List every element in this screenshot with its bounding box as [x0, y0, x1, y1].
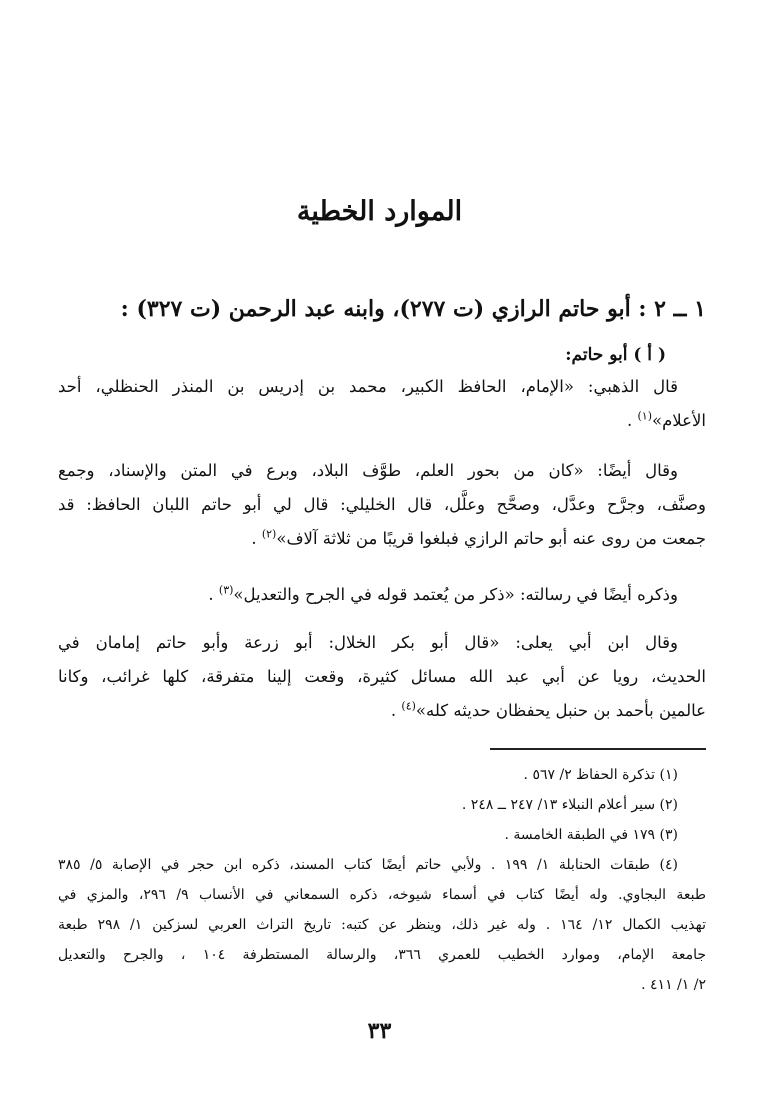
footnote-4-line: ٢/ ١/ ٤١١ . — [641, 977, 706, 993]
footnote-ref: (٣) — [218, 583, 234, 597]
footnote-4-line: جامعة الإمام، وموارد الخطيب للعمري ٣٦٦، والرسالة المستطرفة ١٠٤ ، والجرح والتعديل — [58, 947, 706, 963]
paragraph-line: قال الذهبي: «الإمام، الحافظ الكبير، محمد بن إدريس بن المنذر الحنظلي، أحد — [58, 377, 678, 396]
paragraph-line: وقال ابن أبي يعلى: «قال أبو بكر الخلال: أبو زرعة وأبو حاتم إمامان في — [58, 633, 678, 652]
entry-heading: ١ ــ ٢ : أبو حاتم الرازي (ت ٢٧٧)، وابنه عبد الرحمن (ت ٣٢٧) : — [120, 296, 706, 322]
paragraph-line — [58, 694, 706, 728]
paragraph-line — [58, 404, 706, 438]
paragraph-3 — [58, 578, 706, 612]
paragraph-text: جمعت من روى عنه أبو حاتم الرازي فبلغوا قريبًا من ثلاثة آلاف» — [276, 529, 706, 548]
footnote-1: (١) تذكرة الحفاظ ٢/ ٥٦٧ . — [523, 767, 678, 783]
paragraph-line — [58, 578, 706, 612]
footnote-ref: (٤) — [401, 699, 416, 713]
footnote-4-line: تهذيب الكمال ١٢/ ١٦٤ . وله غير ذلك، وينظر عن كتبه: تاريخ التراث العربي لسزكين ١/ ٢٩٨ طبعة — [58, 917, 706, 933]
paragraph-tail: . — [390, 701, 402, 720]
paragraph-line — [58, 522, 706, 556]
footnote-separator — [490, 748, 706, 750]
paragraph-tail: . — [251, 529, 262, 548]
paragraph-line: وصنَّف، وجرَّح وعدَّل، وصحَّح وعلَّل، قال الخليلي: قال لي أبو حاتم اللبان الحافظ: قد — [58, 495, 706, 514]
paragraph-line: الحديث، رويا عن أبي عبد الله مسائل كثيرة، وقعت إلينا متفرقة، كلها غرائب، وكانا — [58, 667, 706, 686]
page-number: ٣٣ — [367, 1018, 392, 1044]
footnote-ref: (١) — [637, 409, 652, 423]
footnote-4: (٤) طبقات الحنابلة ١/ ١٩٩ . ولأبي حاتم أيضًا كتاب المسند، ذكره ابن حجر في الإصابة ٥/ ٣٨٥ — [58, 857, 679, 873]
sub-heading: ( أ ) أبو حاتم: — [565, 345, 666, 365]
footnote-2: (٢) سير أعلام النبلاء ١٣/ ٢٤٧ ــ ٢٤٨ . — [461, 797, 678, 813]
footnote-4-line: طبعة البجاوي. وله أيضًا كتاب في أسماء شيوخه، ذكره السمعاني في الأنساب ٩/ ٢٩٦، والمزي في — [58, 887, 706, 903]
paragraph-2 — [58, 454, 706, 556]
footnote-3: (٣) ١٧٩ في الطبقة الخامسة . — [504, 827, 678, 843]
paragraph-text: الأعلام» — [652, 411, 706, 430]
page-title: الموارد الخطية — [296, 196, 463, 227]
footnotes — [58, 760, 706, 1000]
footnote-ref: (٢) — [261, 527, 277, 541]
paragraph-text: عالمين بأحمد بن حنبل يحفظان حديثه كله» — [415, 701, 706, 720]
paragraph-text: وذكره أيضًا في رسالته: «ذكر من يُعتمد قوله في الجرح والتعديل» — [233, 585, 678, 604]
paragraph-tail: . — [626, 411, 638, 430]
paragraph-tail: . — [208, 585, 219, 604]
paragraph-4 — [58, 626, 706, 728]
paragraph-1 — [58, 370, 706, 438]
paragraph-line: وقال أيضًا: «كان من بحور العلم، طوَّف البلاد، وبرع في المتن والإسناد، وجمع — [58, 461, 678, 480]
